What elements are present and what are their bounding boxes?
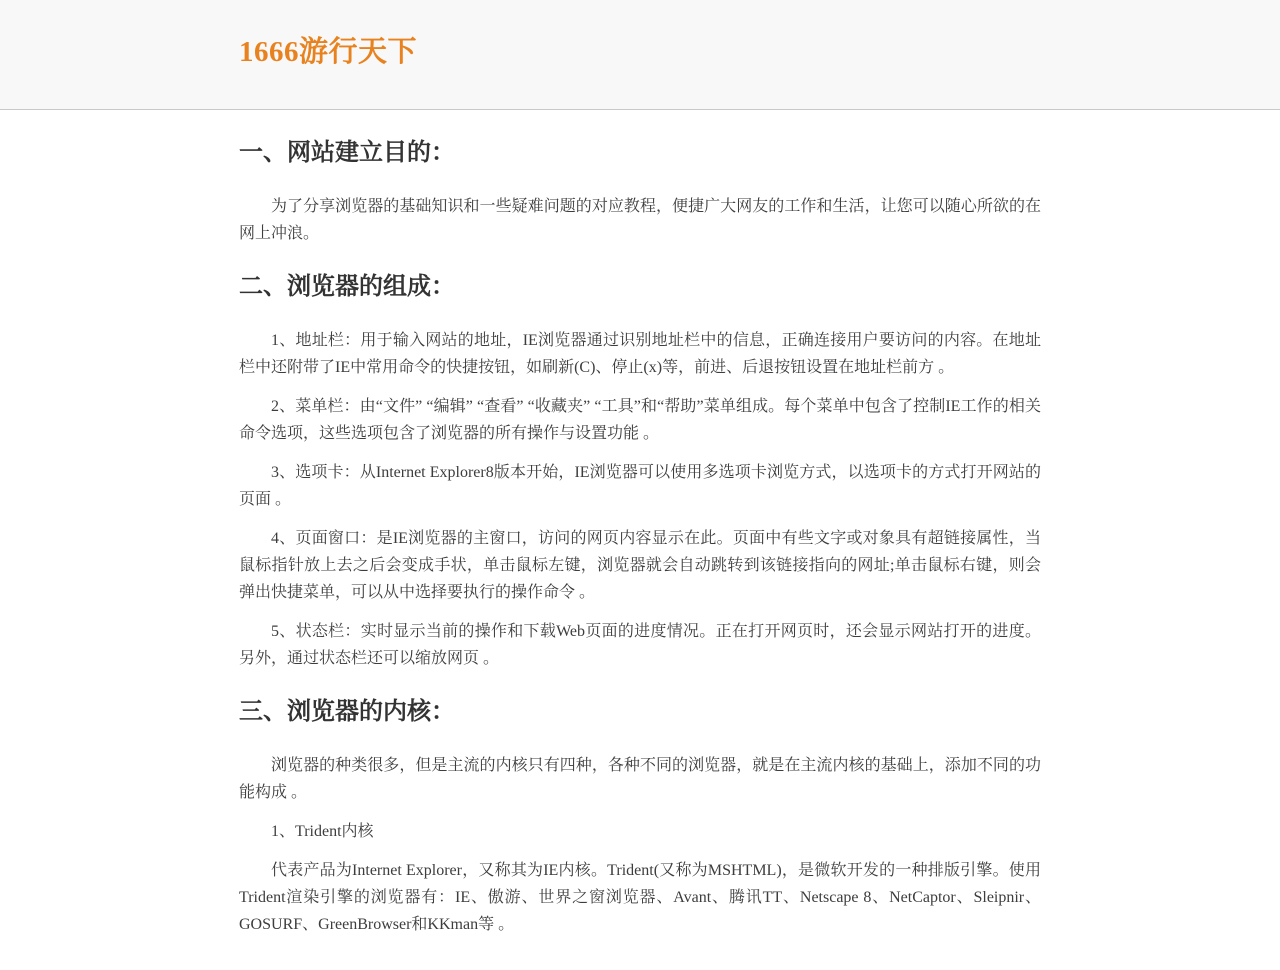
article-body — [239, 110, 1041, 970]
paragraph: 1、Trident内核 — [271, 823, 374, 840]
paragraph: 代表产品为Internet Explorer，又称其为IE内核。Trident(又称为MSHTML)，是微软开发的一种排版引擎。使用Trident渲染引擎的浏览器有：IE、傲游、世界之窗浏览器、Avant、腾讯TT、Netscape 8、NetCaptor、Sleipnir、GOSURF、GreenBrowser和KKman等 。 — [239, 862, 1041, 933]
section-heading: 三、浏览器的内核： — [239, 698, 455, 725]
paragraph: 1、地址栏：用于输入网站的地址，IE浏览器通过识别地址栏中的信息，正确连接用户要访问的内容。在地址栏中还附带了IE中常用命令的快捷按钮，如刷新(C)、停止(x)等，前进、后退按钮设置在地址栏前方 。 — [239, 332, 1041, 376]
section-browser-components — [239, 270, 1041, 672]
site-header — [0, 0, 1280, 110]
section-heading: 一、网站建立目的： — [239, 139, 455, 166]
section-browser-kernels — [239, 695, 1041, 938]
paragraph: 5、状态栏：实时显示当前的操作和下载Web页面的进度情况。正在打开网页时，还会显示网站打开的进度。另外，通过状态栏还可以缩放网页 。 — [239, 623, 1041, 667]
paragraph: 2、菜单栏：由“文件” “编辑” “查看” “收藏夹” “工具”和“帮助”菜单组成。每个菜单中包含了控制IE工作的相关命令选项，这些选项包含了浏览器的所有操作与设置功能 。 — [239, 398, 1041, 442]
paragraph: 浏览器的种类很多，但是主流的内核只有四种，各种不同的浏览器，就是在主流内核的基础上，添加不同的功能构成 。 — [239, 757, 1041, 801]
section-purpose — [239, 136, 1041, 247]
paragraph: 3、选项卡：从Internet Explorer8版本开始，IE浏览器可以使用多选项卡浏览方式，以选项卡的方式打开网站的页面 。 — [239, 464, 1041, 508]
paragraph: 4、页面窗口：是IE浏览器的主窗口，访问的网页内容显示在此。页面中有些文字或对象具有超链接属性，当鼠标指针放上去之后会变成手状，单击鼠标左键，浏览器就会自动跳转到该链接指向的网址;单击鼠标右键，则会弹出快捷菜单，可以从中选择要执行的操作命令 。 — [239, 530, 1041, 601]
section-heading: 二、浏览器的组成： — [239, 273, 455, 300]
site-title[interactable]: 1666游行天下 — [239, 36, 418, 68]
paragraph: 为了分享浏览器的基础知识和一些疑难问题的对应教程，便捷广大网友的工作和生活，让您可以随心所欲的在网上冲浪。 — [239, 198, 1041, 242]
